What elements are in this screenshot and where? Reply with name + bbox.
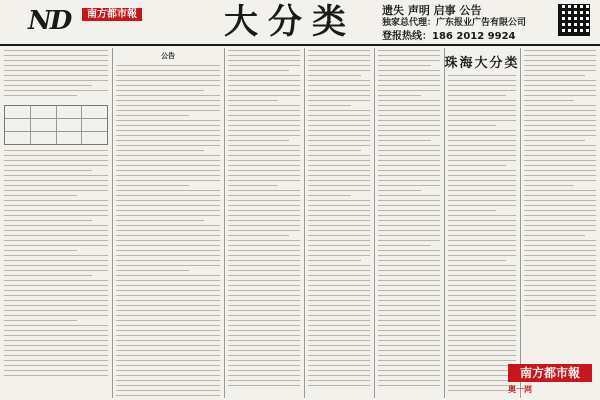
masthead [0, 0, 600, 44]
footer-site: 奥一网 [508, 385, 532, 394]
page-title: 大分类 [224, 2, 356, 42]
zhuhai-section-title: 珠海大分类 [444, 56, 520, 71]
column-4 [304, 48, 375, 398]
column-6 [444, 48, 521, 398]
column-1 [0, 48, 113, 398]
column-5 [374, 48, 445, 398]
header-categories: 遗失 声明 启事 公告 [382, 4, 482, 17]
notice-table [4, 105, 108, 145]
newspaper-logo: ND [28, 6, 71, 36]
notice-heading: 公告 [161, 52, 175, 60]
header-info [382, 4, 552, 43]
paper-name: 南方都市報 [82, 8, 142, 21]
column-7 [520, 48, 600, 398]
header-agent: 独家总代理：广东报业广告有限公司 [382, 18, 527, 28]
column-2 [112, 48, 225, 398]
header-hotline: 登报热线：186 2012 9924 [382, 31, 516, 42]
qr-code-icon [558, 4, 590, 36]
header-rule [0, 44, 600, 46]
footer-logo: 南方都市報 [508, 364, 592, 382]
column-3 [224, 48, 305, 398]
